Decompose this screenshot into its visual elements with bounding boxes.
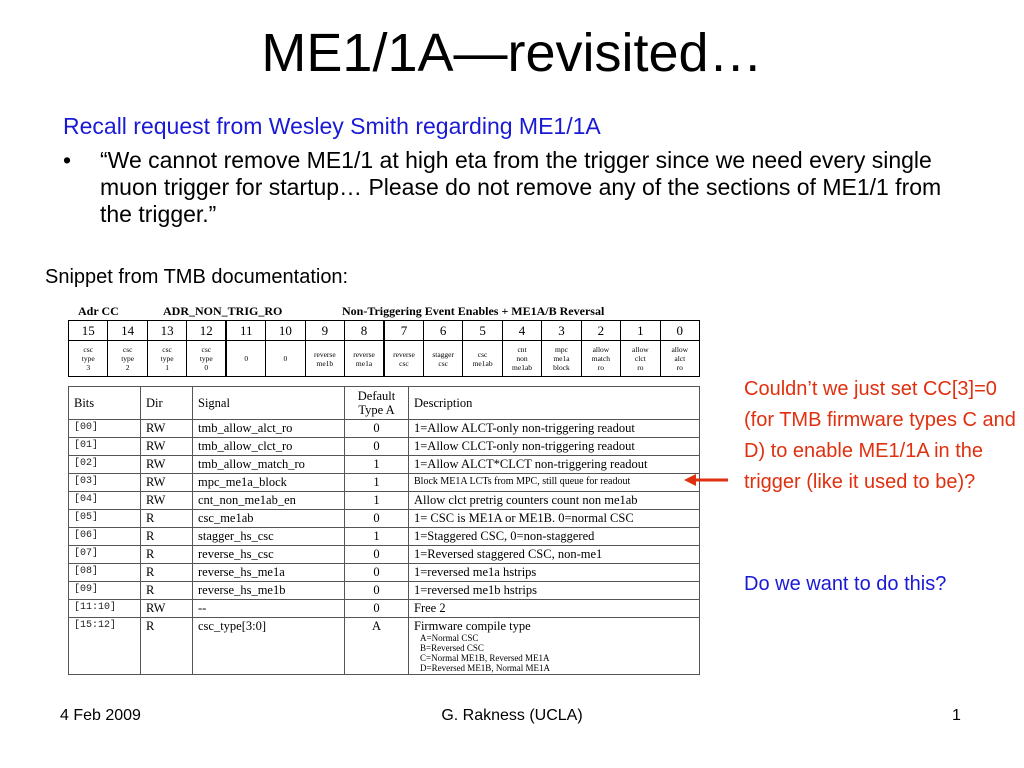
bit-label-line: ro bbox=[637, 363, 644, 372]
bit-number-row bbox=[69, 321, 700, 341]
cell-bits bbox=[69, 420, 141, 438]
bit-label-line: me1ab bbox=[512, 363, 533, 372]
cell-signal-text: tmb_allow_match_ro bbox=[198, 457, 305, 471]
cell-description-text: 1=Allow ALCT-only non-triggering readout bbox=[414, 421, 635, 435]
bit-number: 10 bbox=[266, 321, 305, 341]
cell-bits-text: [11:10] bbox=[74, 602, 117, 613]
bit-label-row bbox=[69, 341, 700, 377]
cell-dir-text: R bbox=[146, 619, 155, 633]
bit-label bbox=[108, 341, 147, 377]
cell-default-text: A bbox=[371, 619, 382, 633]
cell-default-text: 0 bbox=[373, 547, 380, 561]
cell-bits-text: [09] bbox=[74, 584, 99, 595]
cell-signal bbox=[193, 492, 345, 510]
bit-label bbox=[187, 341, 226, 377]
bit-label-line: match bbox=[591, 354, 611, 363]
cell-signal bbox=[193, 600, 345, 618]
bit-label-line: non bbox=[516, 354, 528, 363]
bit-number: 13 bbox=[147, 321, 186, 341]
cell-dir-text: R bbox=[146, 565, 155, 579]
bit-label bbox=[147, 341, 186, 377]
cell-default-text: 0 bbox=[373, 583, 380, 597]
bit-label bbox=[621, 341, 660, 377]
cell-dir-text: R bbox=[146, 529, 155, 543]
header-dir: Dir bbox=[141, 387, 193, 420]
bit-label-line: block bbox=[553, 363, 570, 372]
bit-label-line: me1b bbox=[316, 358, 334, 368]
cell-description bbox=[409, 618, 700, 675]
cell-signal bbox=[193, 528, 345, 546]
cell-description bbox=[409, 420, 700, 438]
cell-bits-text: [15:12] bbox=[74, 620, 117, 631]
cell-description bbox=[409, 438, 700, 456]
cell-signal-text: reverse_hs_csc bbox=[198, 547, 274, 561]
footer-date: 4 Feb 2009 bbox=[60, 707, 141, 724]
bit-label-line: csc bbox=[477, 349, 488, 359]
cell-description-text: 1=Reversed staggered CSC, non-me1 bbox=[414, 547, 603, 561]
cell-bits-text: [06] bbox=[74, 530, 99, 541]
cell-description-text: 1= CSC is ME1A or ME1B. 0=normal CSC bbox=[414, 511, 634, 525]
cell-description-text: 1=reversed me1b hstrips bbox=[414, 583, 537, 597]
bit-label bbox=[463, 341, 502, 377]
bit-label-line: 0 bbox=[283, 354, 288, 363]
tmb-doc-snippet bbox=[65, 300, 705, 675]
cell-dir bbox=[141, 438, 193, 456]
bit-label-line: me1ab bbox=[472, 358, 493, 368]
cell-default bbox=[345, 474, 409, 492]
cell-dir bbox=[141, 456, 193, 474]
bit-label bbox=[305, 341, 344, 377]
bit-label-line: csc bbox=[201, 345, 212, 354]
table-row bbox=[69, 564, 700, 582]
bit-label-line: ro bbox=[597, 363, 605, 372]
bit-label-line: csc bbox=[162, 345, 172, 354]
firmware-type-list bbox=[414, 633, 694, 673]
cell-description bbox=[409, 528, 700, 546]
table-row bbox=[69, 600, 700, 618]
cell-description-text: 1=Staggered CSC, 0=non-staggered bbox=[414, 529, 595, 543]
cell-description bbox=[409, 474, 700, 492]
bit-label-line: mpc bbox=[555, 345, 568, 354]
bullet-marker: • bbox=[63, 147, 72, 173]
cell-description-text: Firmware compile type bbox=[414, 619, 531, 633]
cell-description bbox=[409, 582, 700, 600]
bit-label-line: type bbox=[199, 354, 213, 363]
cell-default-text: 0 bbox=[373, 565, 380, 579]
bit-label-line: allow bbox=[671, 345, 689, 354]
cell-default bbox=[345, 618, 409, 675]
table-row bbox=[69, 474, 700, 492]
cell-description-text: 1=Allow ALCT*CLCT non-triggering readout bbox=[414, 457, 648, 471]
cell-bits bbox=[69, 474, 141, 492]
bit-number: 5 bbox=[463, 321, 502, 341]
snippet-label: Snippet from TMB documentation: bbox=[45, 266, 349, 288]
cell-dir bbox=[141, 474, 193, 492]
cell-dir-text: RW bbox=[146, 439, 166, 453]
cell-dir-text: RW bbox=[146, 457, 166, 471]
bit-number: 11 bbox=[226, 321, 265, 341]
cell-dir bbox=[141, 528, 193, 546]
cell-signal bbox=[193, 420, 345, 438]
cell-description bbox=[409, 510, 700, 528]
cell-description-text: 1=Allow CLCT-only non-triggering readout bbox=[414, 439, 635, 453]
cell-description-text: Block ME1A LCTs from MPC, still queue for readout bbox=[414, 476, 631, 487]
header-signal: Signal bbox=[193, 387, 345, 420]
bit-label-line: 0 bbox=[204, 363, 209, 372]
cell-bits bbox=[69, 618, 141, 675]
cell-dir-text: R bbox=[146, 583, 155, 597]
header-default: Default Type A bbox=[345, 387, 409, 420]
cell-dir-text: R bbox=[146, 547, 155, 561]
header-description: Description bbox=[409, 387, 700, 420]
register-header bbox=[65, 300, 705, 320]
cell-signal-text: tmb_allow_alct_ro bbox=[198, 421, 293, 435]
cell-signal-text: mpc_me1a_block bbox=[198, 475, 287, 489]
cell-signal-text: csc_me1ab bbox=[198, 511, 254, 525]
cell-signal-text: stagger_hs_csc bbox=[198, 529, 274, 543]
cell-signal-text: reverse_hs_me1a bbox=[198, 565, 285, 579]
table-row bbox=[69, 492, 700, 510]
cell-default bbox=[345, 438, 409, 456]
bit-label-line: type bbox=[160, 354, 174, 363]
bit-number: 3 bbox=[542, 321, 581, 341]
cell-default bbox=[345, 456, 409, 474]
bit-label-line: 1 bbox=[165, 363, 169, 372]
table-row bbox=[69, 528, 700, 546]
cell-dir bbox=[141, 564, 193, 582]
bit-label-line: reverse bbox=[314, 349, 336, 359]
bit-label bbox=[384, 341, 423, 377]
cell-signal-text: cnt_non_me1ab_en bbox=[198, 493, 296, 507]
cell-dir bbox=[141, 420, 193, 438]
cell-signal-text: -- bbox=[198, 601, 207, 615]
cell-description bbox=[409, 492, 700, 510]
bit-label-line: cnt bbox=[517, 345, 527, 354]
cell-bits-text: [04] bbox=[74, 494, 99, 505]
table-row bbox=[69, 420, 700, 438]
cell-signal-text: reverse_hs_me1b bbox=[198, 583, 286, 597]
bit-label bbox=[581, 341, 620, 377]
bit-number: 14 bbox=[108, 321, 147, 341]
cell-default-text: 1 bbox=[373, 493, 380, 507]
cell-default-text: 1 bbox=[373, 475, 380, 489]
bit-label-line: clct bbox=[634, 354, 646, 363]
cell-bits bbox=[69, 438, 141, 456]
firmware-type: B=Reversed CSC bbox=[420, 643, 484, 653]
cell-bits bbox=[69, 600, 141, 618]
cell-description bbox=[409, 564, 700, 582]
footer-author: G. Rakness (UCLA) bbox=[441, 707, 583, 724]
bit-label bbox=[423, 341, 462, 377]
cell-signal-text: tmb_allow_clct_ro bbox=[198, 439, 293, 453]
bit-label-line: ro bbox=[676, 363, 683, 372]
cell-default-text: 1 bbox=[373, 457, 380, 471]
bit-label bbox=[266, 341, 305, 377]
bit-label bbox=[226, 341, 265, 377]
cell-description bbox=[409, 456, 700, 474]
cell-default-text: 0 bbox=[373, 511, 380, 525]
firmware-type: C=Normal ME1B, Reversed ME1A bbox=[420, 653, 550, 663]
cell-default bbox=[345, 600, 409, 618]
bit-number: 6 bbox=[423, 321, 462, 341]
cell-dir-text: RW bbox=[146, 475, 166, 489]
bit-label-line: allow bbox=[592, 345, 610, 354]
cell-dir-text: RW bbox=[146, 493, 166, 507]
firmware-type: D=Reversed ME1B, Normal ME1A bbox=[420, 663, 551, 673]
red-note: Couldn’t we just set CC[3]=0 (for TMB firmware types C and D) to enable ME1/1A in the trigger (like it used to be)? bbox=[744, 378, 1016, 493]
cell-bits-text: [02] bbox=[74, 458, 99, 469]
red-arrow-icon bbox=[684, 473, 728, 487]
quote-bullet bbox=[63, 147, 963, 228]
cell-default-text: 1 bbox=[373, 529, 380, 543]
cell-bits-text: [01] bbox=[74, 440, 99, 451]
cell-default bbox=[345, 510, 409, 528]
cell-signal bbox=[193, 456, 345, 474]
cell-description bbox=[409, 600, 700, 618]
register-name: ADR_NON_TRIG_RO bbox=[163, 304, 283, 318]
bit-label-line: reverse bbox=[353, 349, 375, 359]
table-row bbox=[69, 582, 700, 600]
cell-description-text: Free 2 bbox=[414, 601, 446, 615]
question-text: Do we want to do this? bbox=[744, 573, 947, 595]
cell-default-text: 0 bbox=[373, 439, 380, 453]
cell-dir-text: RW bbox=[146, 601, 166, 615]
cell-signal bbox=[193, 582, 345, 600]
cell-dir-text: RW bbox=[146, 421, 166, 435]
table-header-row bbox=[69, 387, 700, 420]
recall-subtitle: Recall request from Wesley Smith regarding ME1/1A bbox=[63, 113, 601, 139]
cell-bits-text: [07] bbox=[74, 548, 99, 559]
register-address: Adr CC bbox=[78, 304, 119, 318]
cell-dir bbox=[141, 618, 193, 675]
bit-label-line: csc bbox=[122, 345, 133, 354]
bit-label bbox=[69, 341, 108, 377]
table-row bbox=[69, 546, 700, 564]
cell-bits-text: [03] bbox=[74, 476, 99, 487]
cell-bits bbox=[69, 510, 141, 528]
cell-default bbox=[345, 492, 409, 510]
cell-default-text: 0 bbox=[373, 421, 380, 435]
cell-dir bbox=[141, 546, 193, 564]
table-row bbox=[69, 456, 700, 474]
cell-bits-text: [08] bbox=[74, 566, 99, 577]
bit-label-line: me1a bbox=[553, 354, 570, 363]
cell-signal bbox=[193, 438, 345, 456]
cell-signal bbox=[193, 546, 345, 564]
bit-label bbox=[660, 341, 699, 377]
bit-label-line: csc bbox=[83, 345, 93, 354]
bit-number: 1 bbox=[621, 321, 660, 341]
bit-number: 9 bbox=[305, 321, 344, 341]
cell-description-text: 1=reversed me1a hstrips bbox=[414, 565, 537, 579]
bit-label bbox=[502, 341, 541, 377]
cell-bits bbox=[69, 546, 141, 564]
bit-number: 8 bbox=[345, 321, 384, 341]
bit-number: 4 bbox=[502, 321, 541, 341]
quote-text: “We cannot remove ME1/1 at high eta from the trigger since we need every single muon trigger for startup… Please do not remove any of the sections of ME1/1 from the trigger.” bbox=[100, 147, 942, 227]
slide-title: ME1/1A—revisited… bbox=[261, 23, 763, 83]
cell-signal bbox=[193, 510, 345, 528]
table-row bbox=[69, 510, 700, 528]
footer-page-number: 1 bbox=[952, 707, 961, 724]
cell-signal-text: csc_type[3:0] bbox=[198, 619, 267, 633]
cell-signal bbox=[193, 474, 345, 492]
cell-dir bbox=[141, 582, 193, 600]
cell-default bbox=[345, 582, 409, 600]
cell-default bbox=[345, 546, 409, 564]
bit-label-line: csc bbox=[438, 358, 448, 368]
cell-bits bbox=[69, 582, 141, 600]
bit-label-line: csc bbox=[399, 358, 409, 368]
cell-bits bbox=[69, 492, 141, 510]
bit-label-line: 3 bbox=[86, 363, 91, 372]
bit-label-line: reverse bbox=[393, 349, 415, 359]
bit-label-line: type bbox=[81, 354, 95, 363]
header-bits: Bits bbox=[69, 387, 141, 420]
bit-number: 12 bbox=[187, 321, 226, 341]
cell-signal bbox=[193, 564, 345, 582]
table-row bbox=[69, 618, 700, 675]
bit-label-line: stagger bbox=[432, 349, 454, 359]
table-row bbox=[69, 438, 700, 456]
cell-bits bbox=[69, 528, 141, 546]
register-bits-table bbox=[68, 386, 700, 675]
bit-label-line: 2 bbox=[125, 363, 130, 372]
bit-number: 2 bbox=[581, 321, 620, 341]
bit-label-line: alct bbox=[674, 354, 686, 363]
bit-label bbox=[542, 341, 581, 377]
cell-dir bbox=[141, 600, 193, 618]
bit-label-line: me1a bbox=[355, 358, 373, 368]
bit-map-table bbox=[68, 320, 700, 377]
cell-bits-text: [05] bbox=[74, 512, 99, 523]
cell-default bbox=[345, 420, 409, 438]
cell-default bbox=[345, 564, 409, 582]
register-description: Non-Triggering Event Enables + ME1A/B Reversal bbox=[342, 304, 605, 318]
bit-number: 7 bbox=[384, 321, 423, 341]
cell-bits-text: [00] bbox=[74, 422, 99, 433]
cell-signal bbox=[193, 618, 345, 675]
cell-bits bbox=[69, 564, 141, 582]
bit-label-line: allow bbox=[632, 345, 649, 354]
bit-label-line: type bbox=[121, 354, 135, 363]
bit-label bbox=[345, 341, 384, 377]
cell-dir bbox=[141, 492, 193, 510]
cell-description bbox=[409, 546, 700, 564]
cell-default-text: 0 bbox=[373, 601, 380, 615]
cell-description-text: Allow clct pretrig counters count non me1ab bbox=[414, 493, 638, 507]
bit-label-line: 0 bbox=[244, 354, 249, 363]
cell-dir-text: R bbox=[146, 511, 155, 525]
cell-default bbox=[345, 528, 409, 546]
bit-number: 0 bbox=[660, 321, 699, 341]
bit-number: 15 bbox=[69, 321, 108, 341]
cell-bits bbox=[69, 456, 141, 474]
firmware-type: A=Normal CSC bbox=[420, 633, 479, 643]
cell-dir bbox=[141, 510, 193, 528]
